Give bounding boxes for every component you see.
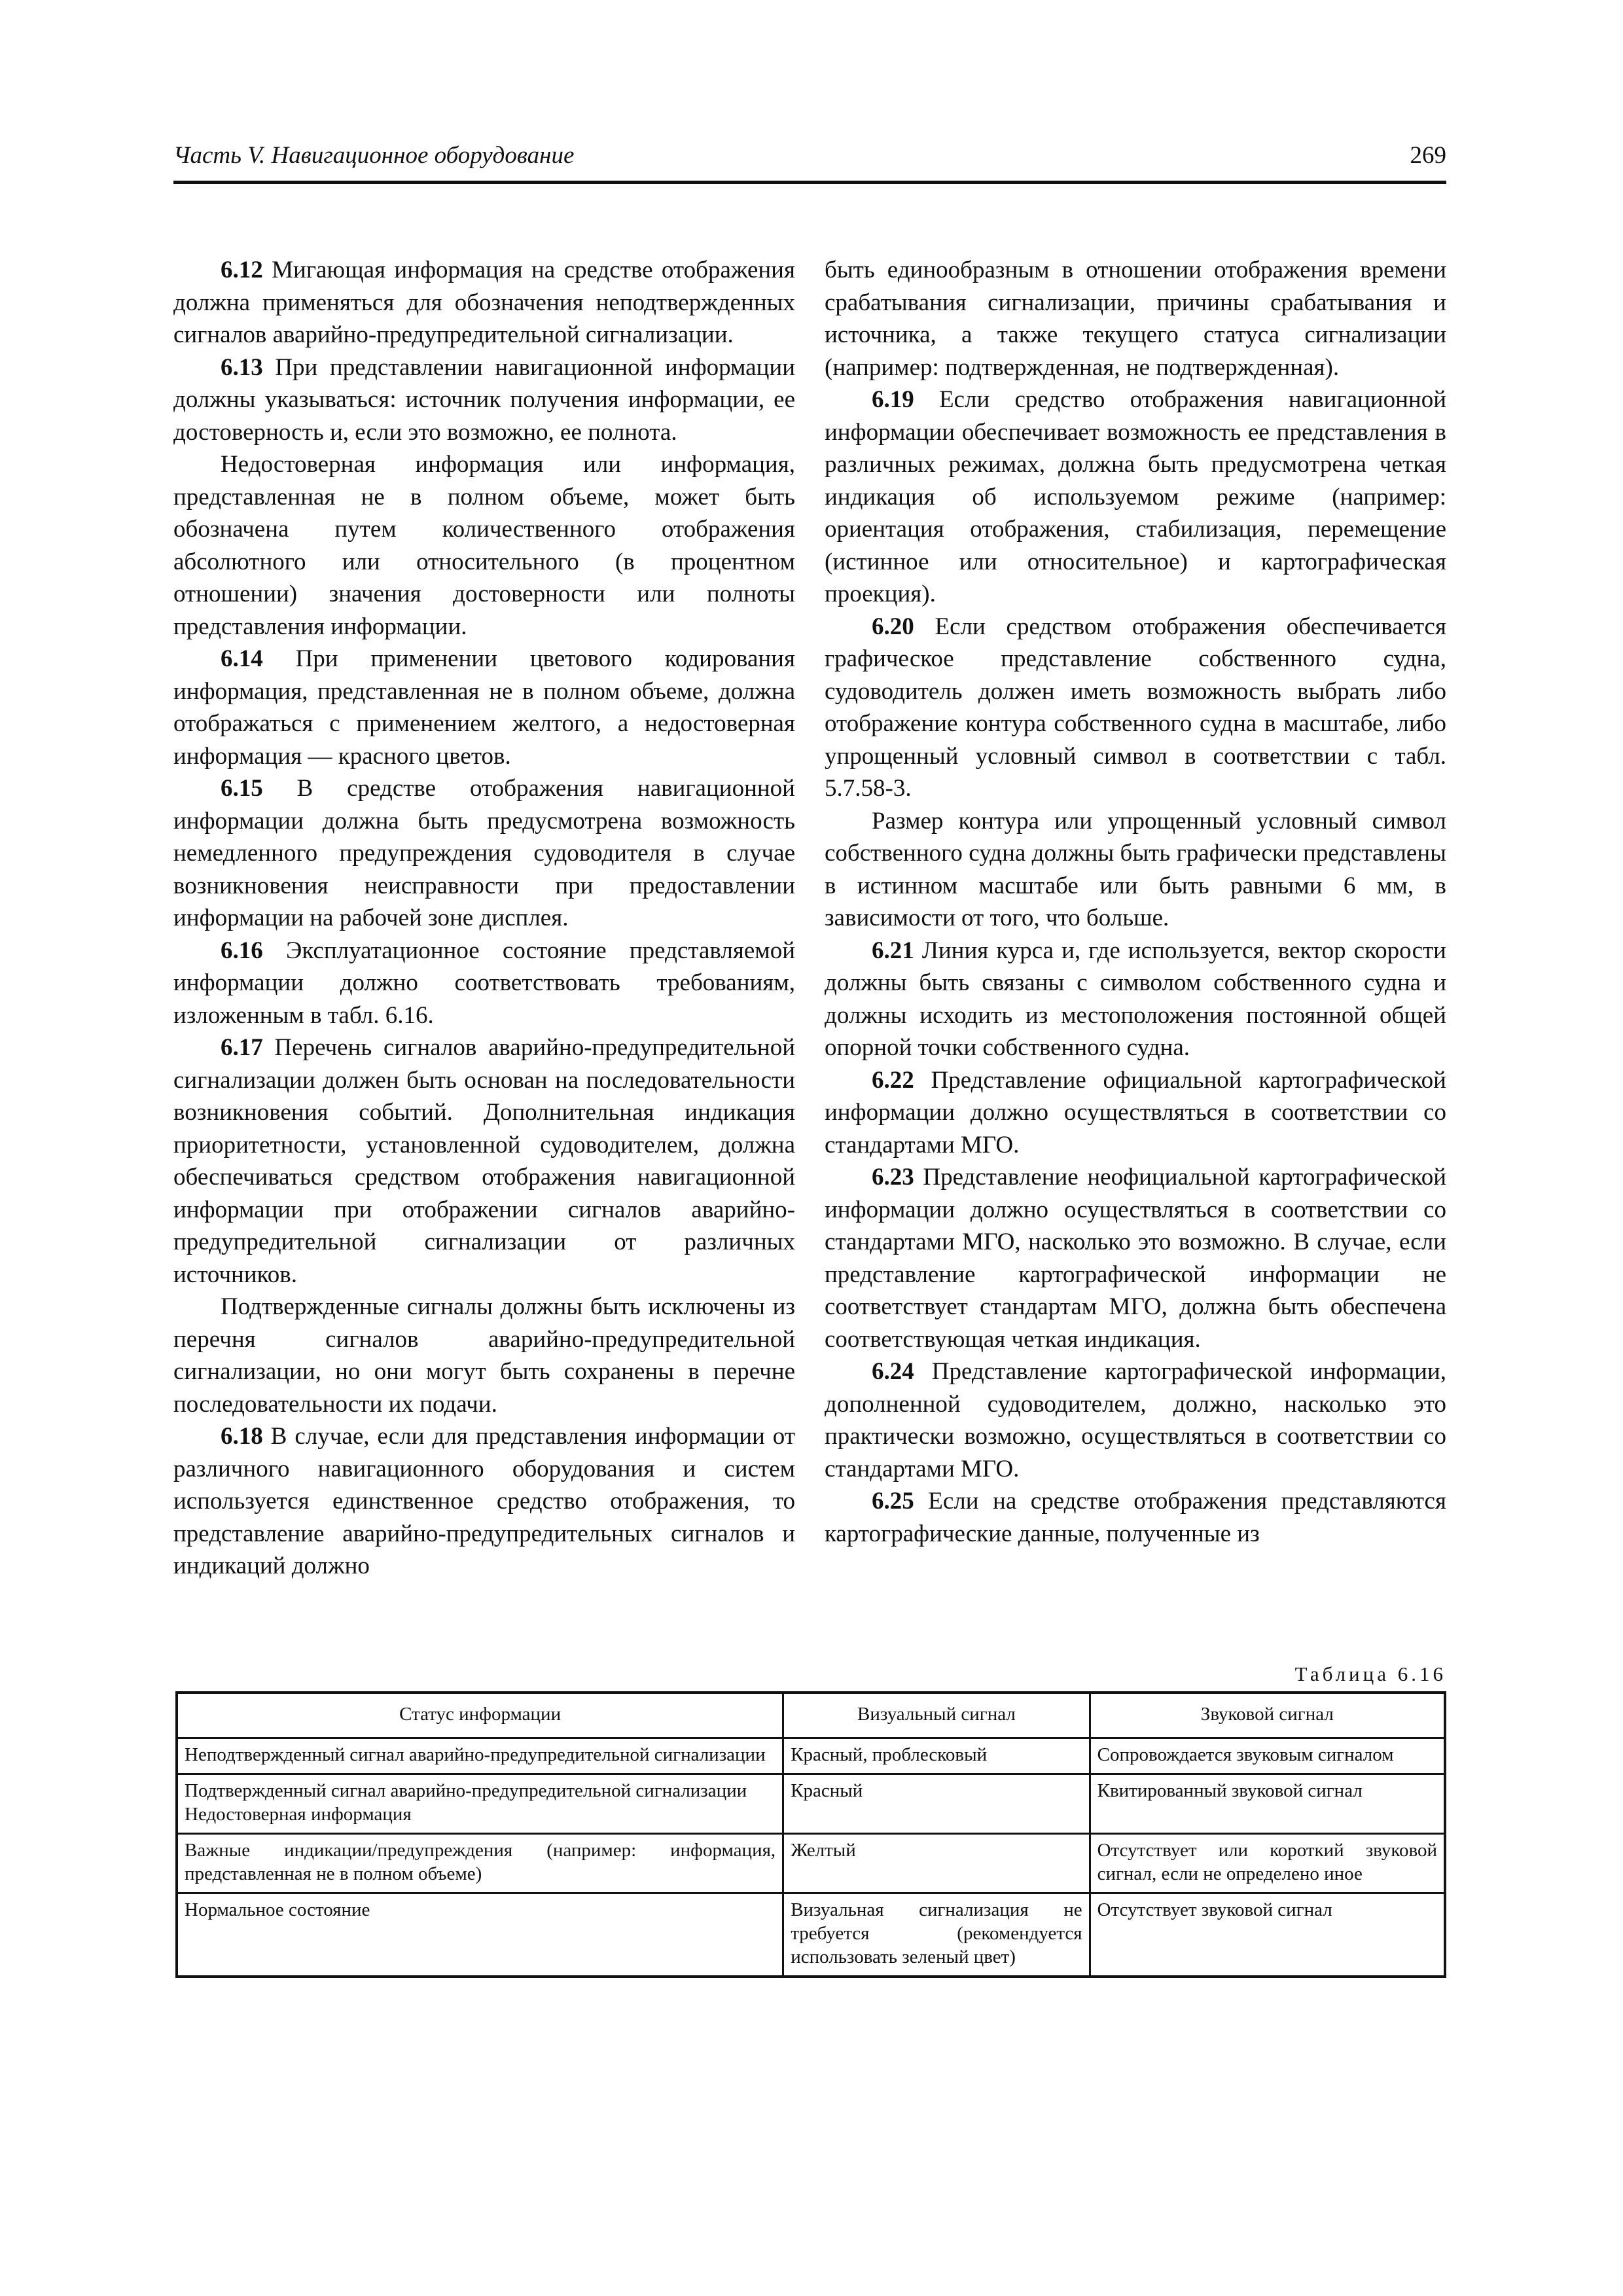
status-line: Важные индикации/предупреждения (например: информация, представленная не в полном объеме): [185, 1840, 776, 1884]
paragraph-text: Если средством отображения обеспечивается графическое представление собственного судна, судоводитель должен иметь возможность выбрать либо отображение контура собственного судна в масштабе, либо упрощенный условный символ в соответствии с табл. 5.7.58-3.: [825, 613, 1446, 802]
clause-number: 6.12: [221, 257, 263, 283]
paragraph-text: Перечень сигналов аварийно-предупредительной сигнализации должен быть основан на последовательности возникновения событий. Дополнительная индикация приоритетности, установленной судоводителем, должна обеспечиваться средством отображения навигационной информации при отображении сигналов аварийно-предупредительной сигнализации от различных источников.: [173, 1034, 795, 1288]
paragraph: [825, 1355, 1446, 1485]
left-column: [173, 254, 795, 1583]
table-row: [177, 1834, 1445, 1893]
paragraph: [173, 772, 795, 935]
paragraph: [173, 935, 795, 1032]
paragraph: [173, 254, 795, 351]
cell-visual: Красный, проблесковый: [783, 1738, 1090, 1774]
cell-status: [177, 1738, 783, 1774]
paragraph-text: Эксплуатационное состояние представляемой информации должно соответствовать требованиям, изложенным в табл. 6.16.: [173, 937, 795, 1029]
cell-audio: Отсутствует звуковой сигнал: [1090, 1893, 1445, 1977]
table-row: [177, 1738, 1445, 1774]
clause-number: 6.23: [872, 1164, 914, 1191]
clause-number: 6.13: [221, 353, 263, 381]
status-line: Неподтвержденный сигнал аварийно-предупредительной сигнализации: [185, 1744, 766, 1765]
paragraph: [173, 1420, 795, 1583]
paragraph-text: Недостоверная информация или информация, представленная не в полном объеме, может быть обозначена путем количественного отображения абсолютного или относительного (в процентном отношении) значения достоверности или полноты представления информации.: [173, 451, 795, 640]
clause-number: 6.20: [872, 613, 914, 640]
cell-audio: Сопровождается звуковым сигналом: [1090, 1738, 1445, 1774]
paragraph-text: Подтвержденные сигналы должны быть исключены из перечня сигналов аварийно-предупредительной сигнализации, но они могут быть сохранены в перечне последовательности их подачи.: [173, 1293, 795, 1418]
right-column: [825, 254, 1446, 1550]
paragraph-text: Представление картографической информации, дополненной судоводителем, должно, насколько это практически возможно, осуществляться в соответствии со стандартами МГО.: [825, 1358, 1446, 1482]
header-audio: Звуковой сигнал: [1090, 1693, 1445, 1738]
clause-number: 6.14: [221, 645, 263, 672]
page-number: 269: [1410, 142, 1446, 169]
paragraph-text: В случае, если для представления информации от различного навигационного оборудования и систем используется единственное средство отображения, то представление аварийно-предупредительных сигналов и индикаций должно: [173, 1423, 795, 1579]
cell-visual: Красный: [783, 1774, 1090, 1834]
page-header: [173, 137, 1446, 184]
status-line: Подтвержденный сигнал аварийно-предупредительной сигнализации: [185, 1780, 747, 1801]
status-line: Недостоверная информация: [185, 1804, 412, 1825]
clause-number: 6.21: [872, 937, 914, 964]
paragraph-text: Если средство отображения навигационной информации обеспечивает возможность ее представления в различных режимах, должна быть предусмотрена четкая индикация об используемом режиме (например: ориентация отображения, стабилизация, перемещение (истинное или относительное) и картографическая проекция).: [825, 386, 1446, 607]
cell-status: [177, 1774, 783, 1834]
paragraph-text: При представлении навигационной информации должны указываться: источник получения информации, ее достоверность и, если это возможно, ее полнота.: [173, 353, 795, 446]
table-row: [177, 1774, 1445, 1834]
clause-number: 6.24: [872, 1358, 914, 1385]
paragraph: [173, 448, 795, 643]
paragraph: [825, 1485, 1446, 1550]
paragraph: [825, 805, 1446, 935]
clause-number: 6.25: [872, 1488, 914, 1515]
paragraph: [173, 643, 795, 772]
cell-audio: Отсутствует или короткий звуковой сигнал, если не определено иное: [1090, 1834, 1445, 1893]
paragraph: [173, 351, 795, 449]
header-visual: Визуальный сигнал: [783, 1693, 1090, 1738]
paragraph: [825, 611, 1446, 805]
clause-number: 6.17: [221, 1034, 263, 1061]
alarm-status-table: [175, 1691, 1446, 1978]
paragraph-text: В средстве отображения навигационной информации должна быть предусмотрена возможность немедленного предупреждения судоводителя в случае возникновения неисправности при предоставлении информации на рабочей зоне дисплея.: [173, 775, 795, 931]
paragraph: [825, 254, 1446, 384]
clause-number: 6.19: [872, 386, 914, 413]
cell-status: [177, 1834, 783, 1893]
paragraph: [825, 1064, 1446, 1162]
cell-status: [177, 1893, 783, 1977]
status-line: Нормальное состояние: [185, 1899, 370, 1920]
paragraph-text: Размер контура или упрощенный условный символ собственного судна должны быть графически представлены в истинном масштабе или быть равными 6 мм, в зависимости от того, что больше.: [825, 807, 1446, 931]
paragraph: [173, 1031, 795, 1291]
paragraph: [825, 935, 1446, 1064]
table-caption: Таблица 6.16: [1294, 1662, 1446, 1685]
header-status: Статус информации: [177, 1693, 783, 1738]
clause-number: 6.16: [221, 937, 263, 964]
paragraph-text: Если на средстве отображения представляются картографические данные, полученные из: [825, 1488, 1446, 1547]
paragraph-text: Представление неофициальной картографической информации должно осуществляться в соответствии со стандартами МГО, насколько это возможно. В случае, если представление картографической информации не соответствует стандартам МГО, должна быть обеспечена соответствующая четкая индикация.: [825, 1164, 1446, 1353]
table-header-row: [177, 1693, 1445, 1738]
cell-visual: Визуальная сигнализация не требуется (рекомендуется использовать зеленый цвет): [783, 1893, 1090, 1977]
clause-number: 6.15: [221, 775, 263, 802]
paragraph-text: Линия курса и, где используется, вектор скорости должны быть связаны с символом собственного судна и должны исходить из местоположения постоянной общей опорной точки собственного судна.: [825, 937, 1446, 1061]
section-title: Часть V. Навигационное оборудование: [173, 142, 575, 169]
paragraph: [825, 1161, 1446, 1355]
paragraph: [173, 1291, 795, 1420]
clause-number: 6.18: [221, 1423, 263, 1450]
cell-visual: Желтый: [783, 1834, 1090, 1893]
paragraph-text: Мигающая информация на средстве отображения должна применяться для обозначения неподтвержденных сигналов аварийно-предупредительной сигнализации.: [173, 257, 795, 348]
paragraph: [825, 384, 1446, 611]
cell-audio: Квитированный звуковой сигнал: [1090, 1774, 1445, 1834]
table-row: [177, 1893, 1445, 1977]
clause-number: 6.22: [872, 1066, 914, 1094]
paragraph-text: При применении цветового кодирования информация, представленная не в полном объеме, должна отображаться с применением желтого, а недостоверная информация — красного цветов.: [173, 645, 795, 770]
paragraph-text: Представление официальной картографической информации должно осуществляться в соответствии со стандартами МГО.: [825, 1066, 1446, 1158]
paragraph-text: быть единообразным в отношении отображения времени срабатывания сигнализации, причины срабатывания и источника, а также текущего статуса сигнализации (например: подтвержденная, не подтвержденная).: [825, 257, 1446, 381]
